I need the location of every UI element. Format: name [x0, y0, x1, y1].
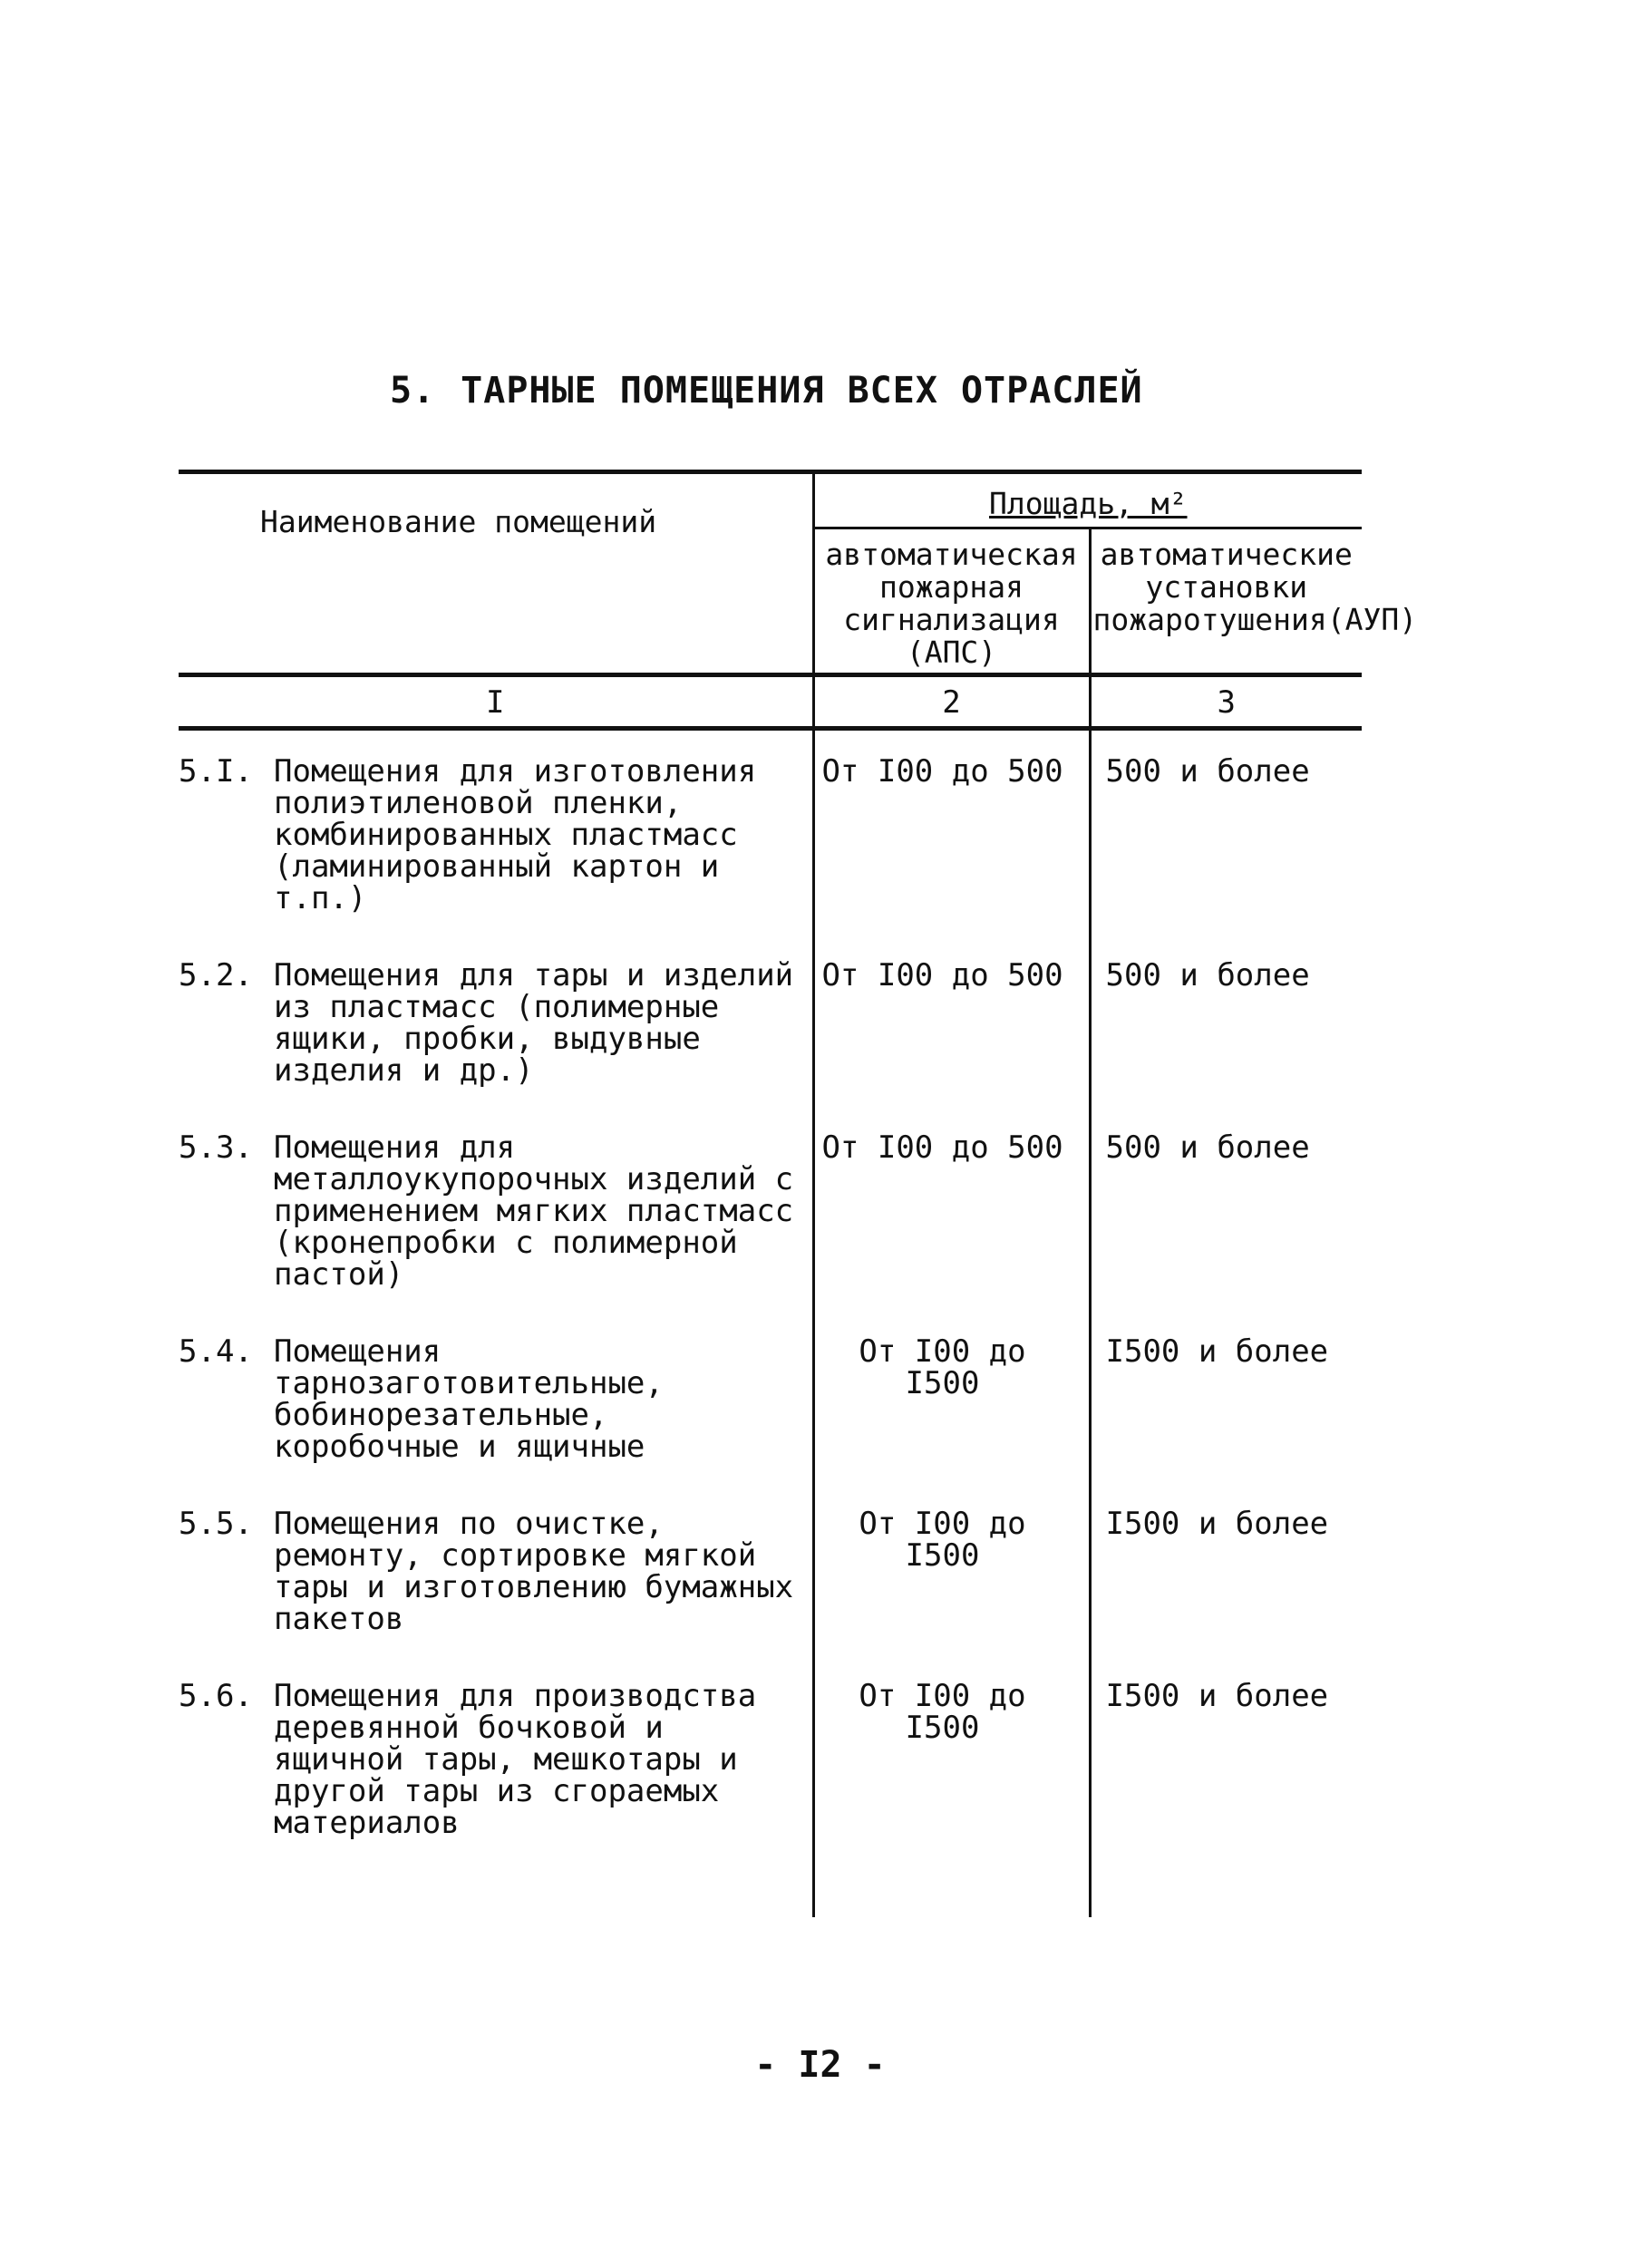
room-cell [179, 1655, 813, 1859]
aps-area: От I00 до 500 [813, 1107, 1090, 1311]
aup-area: 500 и более [1090, 935, 1362, 1107]
aps-area: От I00 до I500 [813, 1311, 1090, 1483]
aup-area: I500 и более [1090, 1311, 1362, 1483]
aup-area: I500 и более [1090, 1655, 1362, 1859]
table-row [179, 1107, 1362, 1311]
aps-area: От I00 до I500 [813, 1483, 1090, 1655]
table-row [179, 729, 1362, 935]
room-name: Помещения тарнозаготовительные, бобинорезательные, коробочные и ящичные [274, 1333, 664, 1465]
table-row [179, 935, 1362, 1107]
fire-protection-table [179, 470, 1418, 1917]
room-name: Помещения для производства деревянной бочковой и ящичной тары, мешкотары и другой тары из сгораемых материалов [274, 1678, 757, 1841]
aps-area: От I00 до 500 [813, 729, 1090, 935]
room-cell [179, 1311, 813, 1483]
row-number: 5.3. [179, 1129, 253, 1166]
aup-area: I500 и более [1090, 1483, 1362, 1655]
aup-area: 500 и более [1090, 1107, 1362, 1311]
room-cell [179, 729, 813, 935]
header-aup: автоматические установки пожаротушения(АУП) [1090, 528, 1362, 675]
header-room-name: Наименование помещений [179, 472, 813, 675]
room-cell [179, 1107, 813, 1311]
row-number: 5.2. [179, 957, 253, 993]
row-number: 5.5. [179, 1506, 253, 1542]
section-title-text: ТАРНЫЕ ПОМЕЩЕНИЯ ВСЕХ ОТРАСЛЕЙ [461, 370, 1143, 412]
tail-cell [813, 1859, 1090, 1917]
header-area [813, 472, 1362, 528]
room-cell [179, 935, 813, 1107]
section-number: 5. [390, 370, 436, 412]
column-number-3: 3 [1090, 675, 1362, 729]
row-number: 5.4. [179, 1333, 253, 1370]
table-tail [179, 1859, 1362, 1917]
table-row [179, 1483, 1362, 1655]
aps-area: От I00 до 500 [813, 935, 1090, 1107]
tail-cell [1090, 1859, 1362, 1917]
room-name: Помещения для изготовления полиэтиленовой пленки, комбинированных пластмасс (ламинированный картон и т.п.) [274, 753, 757, 916]
row-number: 5.I. [179, 753, 253, 790]
header-aps: автоматическая пожарная сигнализация (АПС) [813, 528, 1090, 675]
tail-cell [179, 1859, 813, 1917]
table-row [179, 1311, 1362, 1483]
room-name: Помещения для металлоукупорочных изделий с применением мягких пластмасс (кронепробки с полимерной пастой) [274, 1129, 794, 1293]
column-number-1: I [486, 684, 505, 721]
row-number: 5.6. [179, 1678, 253, 1714]
aps-area: От I00 до I500 [813, 1655, 1090, 1859]
table-row [179, 1655, 1362, 1859]
room-name: Помещения для тары и изделий из пластмасс (полимерные ящики, пробки, выдувные изделия и др.) [274, 957, 794, 1089]
room-cell [179, 1483, 813, 1655]
page-number: - I2 - [754, 2044, 886, 2086]
section-title [390, 370, 1143, 412]
column-number-2: 2 [813, 675, 1090, 729]
aup-area: 500 и более [1090, 729, 1362, 935]
header-area-label: Площадь, м² [988, 486, 1188, 521]
room-name: Помещения по очистке, ремонту, сортировке мягкой тары и изготовлению бумажных пакетов [274, 1506, 794, 1637]
